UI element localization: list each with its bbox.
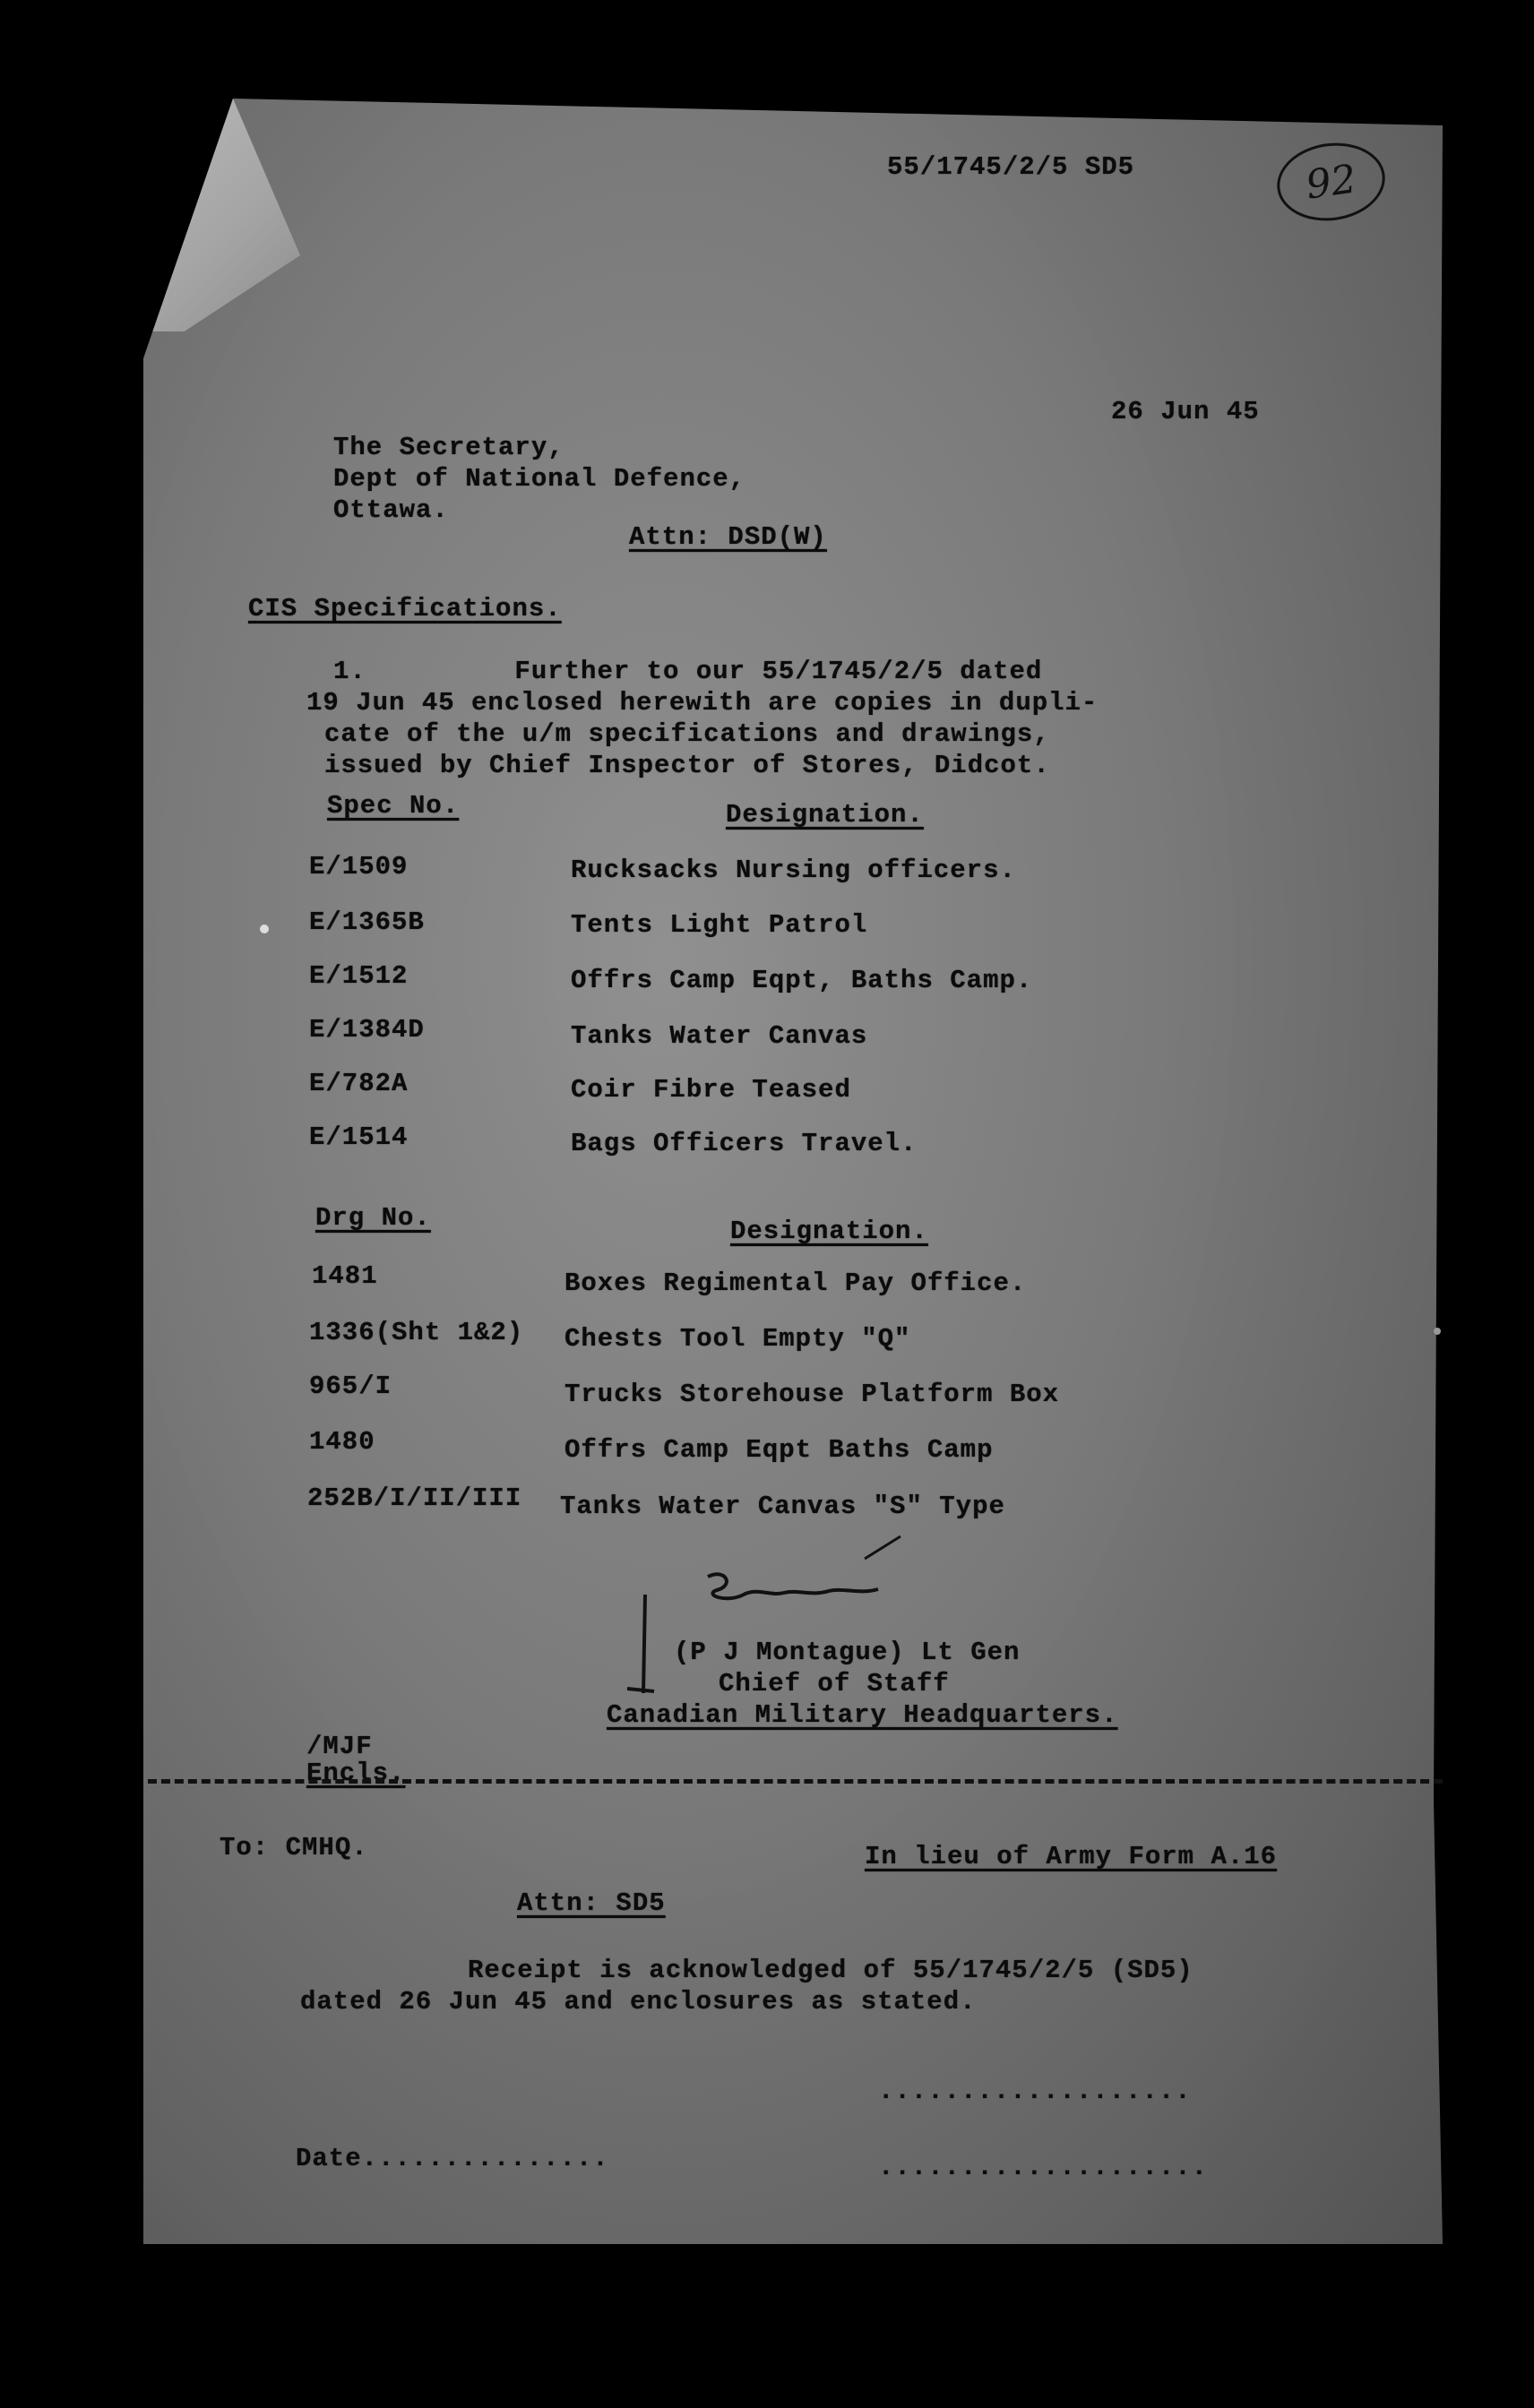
spec-number: E/1384D <box>309 1015 425 1045</box>
paragraph-line: 1. Further to our 55/1745/2/5 dated <box>333 657 1043 686</box>
spec-designation: Coir Fibre Teased <box>571 1075 851 1105</box>
form-reference: In lieu of Army Form A.16 <box>865 1842 1278 1871</box>
receipt-attention: Attn: SD5 <box>517 1888 666 1918</box>
spec-designation: Offrs Camp Eqpt, Baths Camp. <box>571 966 1033 995</box>
signatory-org: Canadian Military Headquarters. <box>607 1700 1118 1730</box>
drawing-number: 1481 <box>312 1261 378 1291</box>
address-line: The Secretary, <box>333 433 564 462</box>
spec-number: E/1514 <box>309 1122 409 1152</box>
drg-designation-header: Designation. <box>730 1217 928 1246</box>
signatory-name: (P J Montague) Lt Gen <box>674 1638 1021 1667</box>
drawing-number: 1336(Sht 1&2) <box>309 1318 524 1347</box>
signature-dotted-line: ................... <box>878 2077 1192 2106</box>
initials: /MJF <box>306 1732 373 1761</box>
letter-date: 26 Jun 45 <box>1111 397 1260 426</box>
paragraph-line: 19 Jun 45 enclosed herewith are copies in dupli- <box>306 688 1099 718</box>
drawing-designation: Boxes Regimental Pay Office. <box>564 1268 1027 1298</box>
drawing-number: 1480 <box>309 1427 375 1457</box>
file-reference: 55/1745/2/5 SD5 <box>887 152 1135 182</box>
receipt-line: dated 26 Jun 45 and enclosures as stated. <box>300 1987 977 2017</box>
spec-number: E/1509 <box>309 852 409 882</box>
paragraph-line: issued by Chief Inspector of Stores, Didcot. <box>324 751 1050 780</box>
cut-line-divider <box>148 1779 1443 1784</box>
spec-number: E/782A <box>309 1069 409 1098</box>
address-line: Ottawa. <box>333 495 449 525</box>
spec-number: E/1512 <box>309 961 409 991</box>
date-field: Date............... <box>296 2144 609 2173</box>
dotted-line: .................... <box>878 2153 1209 2182</box>
spec-no-header: Spec No. <box>327 791 460 821</box>
subject-heading: CIS Specifications. <box>248 594 562 624</box>
folio-number: 92 <box>1272 136 1391 228</box>
paper-mark <box>260 924 269 933</box>
enclosures-note: Encls. <box>306 1759 406 1788</box>
drawing-number: 252B/I/II/III <box>307 1484 522 1513</box>
spec-designation: Rucksacks Nursing officers. <box>571 856 1016 885</box>
spec-designation: Tanks Water Canvas <box>571 1021 868 1051</box>
receipt-line: Receipt is acknowledged of 55/1745/2/5 (SD5) <box>468 1956 1194 1985</box>
spec-designation: Tents Light Patrol <box>571 910 868 940</box>
paragraph-line: cate of the u/m specifications and drawings, <box>324 719 1050 749</box>
address-line: Dept of National Defence, <box>333 464 746 494</box>
receipt-to: To: CMHQ. <box>220 1833 368 1862</box>
spec-designation: Bags Officers Travel. <box>571 1129 918 1158</box>
paper-mark <box>1434 1328 1441 1335</box>
drawing-designation: Trucks Storehouse Platform Box <box>564 1380 1060 1409</box>
drawing-designation: Tanks Water Canvas "S" Type <box>560 1492 1005 1521</box>
drawing-designation: Chests Tool Empty "Q" <box>564 1324 911 1354</box>
drawing-designation: Offrs Camp Eqpt Baths Camp <box>564 1435 994 1465</box>
drg-no-header: Drg No. <box>315 1203 431 1233</box>
drawing-number: 965/I <box>309 1372 392 1401</box>
attention-line: Attn: DSD(W) <box>629 522 827 552</box>
spec-designation-header: Designation. <box>726 800 924 830</box>
signatory-title: Chief of Staff <box>719 1669 950 1698</box>
spec-number: E/1365B <box>309 907 425 937</box>
